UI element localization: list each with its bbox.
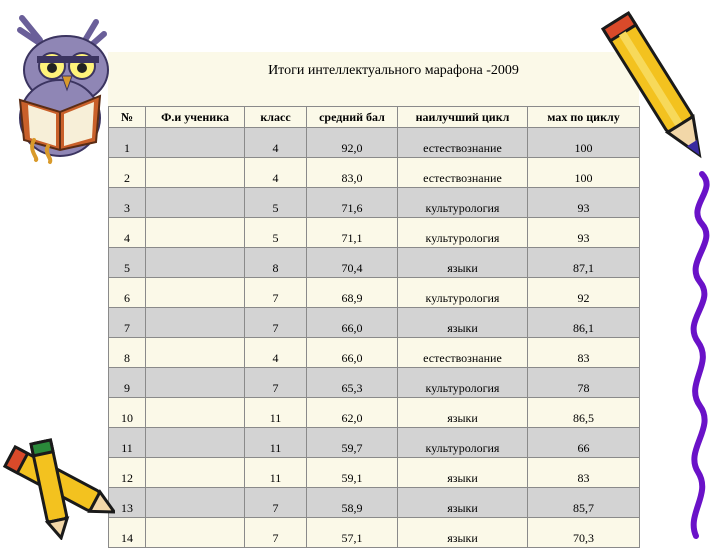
owl-reading-icon [0, 0, 140, 165]
cell-number: 9 [109, 368, 146, 398]
cell-best-cycle: языки [398, 398, 528, 428]
cell-best-cycle: культурология [398, 188, 528, 218]
cell-number: 4 [109, 218, 146, 248]
cell-max-per-cycle: 83 [528, 338, 640, 368]
cell-best-cycle: естествознание [398, 338, 528, 368]
cell-best-cycle: культурология [398, 368, 528, 398]
cell-number: 5 [109, 248, 146, 278]
header-max-per-cycle: мах по циклу [528, 107, 640, 128]
cell-grade: 7 [245, 368, 307, 398]
cell-max-per-cycle: 70,3 [528, 518, 640, 548]
cell-average-score: 58,9 [307, 488, 398, 518]
header-grade: класс [245, 107, 307, 128]
cell-grade: 5 [245, 218, 307, 248]
cell-grade: 8 [245, 248, 307, 278]
cell-student-name [146, 128, 245, 158]
cell-max-per-cycle: 78 [528, 368, 640, 398]
page-title: Итоги интеллектуального марафона -2009 [268, 63, 519, 78]
cell-grade: 11 [245, 458, 307, 488]
cell-grade: 11 [245, 398, 307, 428]
cell-best-cycle: языки [398, 248, 528, 278]
cell-student-name [146, 278, 245, 308]
cell-average-score: 92,0 [307, 128, 398, 158]
table-row [109, 368, 640, 398]
cell-average-score: 70,4 [307, 248, 398, 278]
cell-max-per-cycle: 66 [528, 428, 640, 458]
cell-grade: 4 [245, 338, 307, 368]
cell-grade: 7 [245, 308, 307, 338]
cell-student-name [146, 308, 245, 338]
cell-average-score: 66,0 [307, 308, 398, 338]
cell-max-per-cycle: 87,1 [528, 248, 640, 278]
cell-max-per-cycle: 83 [528, 458, 640, 488]
table-row [109, 398, 640, 428]
cell-student-name [146, 398, 245, 428]
cell-number: 12 [109, 458, 146, 488]
table-row [109, 248, 640, 278]
table-row [109, 188, 640, 218]
pencils-icon [0, 430, 115, 540]
cell-student-name [146, 158, 245, 188]
table-row [109, 308, 640, 338]
cell-number: 8 [109, 338, 146, 368]
table-row [109, 158, 640, 188]
table-row [109, 128, 640, 158]
cell-grade: 7 [245, 488, 307, 518]
cell-student-name [146, 368, 245, 398]
cell-max-per-cycle: 86,5 [528, 398, 640, 428]
cell-max-per-cycle: 85,7 [528, 488, 640, 518]
cell-average-score: 62,0 [307, 398, 398, 428]
squiggle-decoration [672, 170, 720, 540]
table-header-row [109, 107, 640, 128]
cell-student-name [146, 338, 245, 368]
cell-student-name [146, 248, 245, 278]
header-student-name: Ф.и ученика [146, 107, 245, 128]
cell-best-cycle: языки [398, 458, 528, 488]
cell-average-score: 65,3 [307, 368, 398, 398]
cell-student-name [146, 488, 245, 518]
cell-best-cycle: языки [398, 308, 528, 338]
cell-best-cycle: естествознание [398, 128, 528, 158]
cell-number: 3 [109, 188, 146, 218]
cell-number: 14 [109, 518, 146, 548]
cell-average-score: 66,0 [307, 338, 398, 368]
cell-max-per-cycle: 86,1 [528, 308, 640, 338]
cell-best-cycle: культурология [398, 278, 528, 308]
cell-best-cycle: языки [398, 518, 528, 548]
cell-best-cycle: языки [398, 488, 528, 518]
table-row [109, 458, 640, 488]
cell-average-score: 57,1 [307, 518, 398, 548]
cell-grade: 7 [245, 518, 307, 548]
header-number: № [109, 107, 146, 128]
cell-number: 13 [109, 488, 146, 518]
table-row [109, 518, 640, 548]
table-row [109, 428, 640, 458]
table-row [109, 218, 640, 248]
pencil-icon [600, 0, 720, 175]
cell-number: 7 [109, 308, 146, 338]
cell-grade: 7 [245, 278, 307, 308]
cell-student-name [146, 428, 245, 458]
table-row [109, 278, 640, 308]
cell-average-score: 83,0 [307, 158, 398, 188]
cell-number: 1 [109, 128, 146, 158]
cell-best-cycle: культурология [398, 218, 528, 248]
cell-best-cycle: культурология [398, 428, 528, 458]
cell-max-per-cycle: 93 [528, 218, 640, 248]
cell-max-per-cycle: 100 [528, 128, 640, 158]
cell-grade: 11 [245, 428, 307, 458]
cell-best-cycle: естествознание [398, 158, 528, 188]
table-row [109, 488, 640, 518]
cell-number: 2 [109, 158, 146, 188]
cell-average-score: 71,1 [307, 218, 398, 248]
table-row [109, 338, 640, 368]
cell-average-score: 71,6 [307, 188, 398, 218]
results-table [108, 106, 640, 548]
cell-number: 10 [109, 398, 146, 428]
cell-student-name [146, 518, 245, 548]
cell-number: 11 [109, 428, 146, 458]
cell-average-score: 68,9 [307, 278, 398, 308]
cell-max-per-cycle: 93 [528, 188, 640, 218]
header-average-score: средний бал [307, 107, 398, 128]
cell-grade: 4 [245, 128, 307, 158]
cell-student-name [146, 458, 245, 488]
cell-number: 6 [109, 278, 146, 308]
cell-max-per-cycle: 92 [528, 278, 640, 308]
cell-average-score: 59,7 [307, 428, 398, 458]
header-best-cycle: наилучший цикл [398, 107, 528, 128]
cell-student-name [146, 218, 245, 248]
cell-grade: 5 [245, 188, 307, 218]
cell-grade: 4 [245, 158, 307, 188]
cell-average-score: 59,1 [307, 458, 398, 488]
cell-max-per-cycle: 100 [528, 158, 640, 188]
cell-student-name [146, 188, 245, 218]
